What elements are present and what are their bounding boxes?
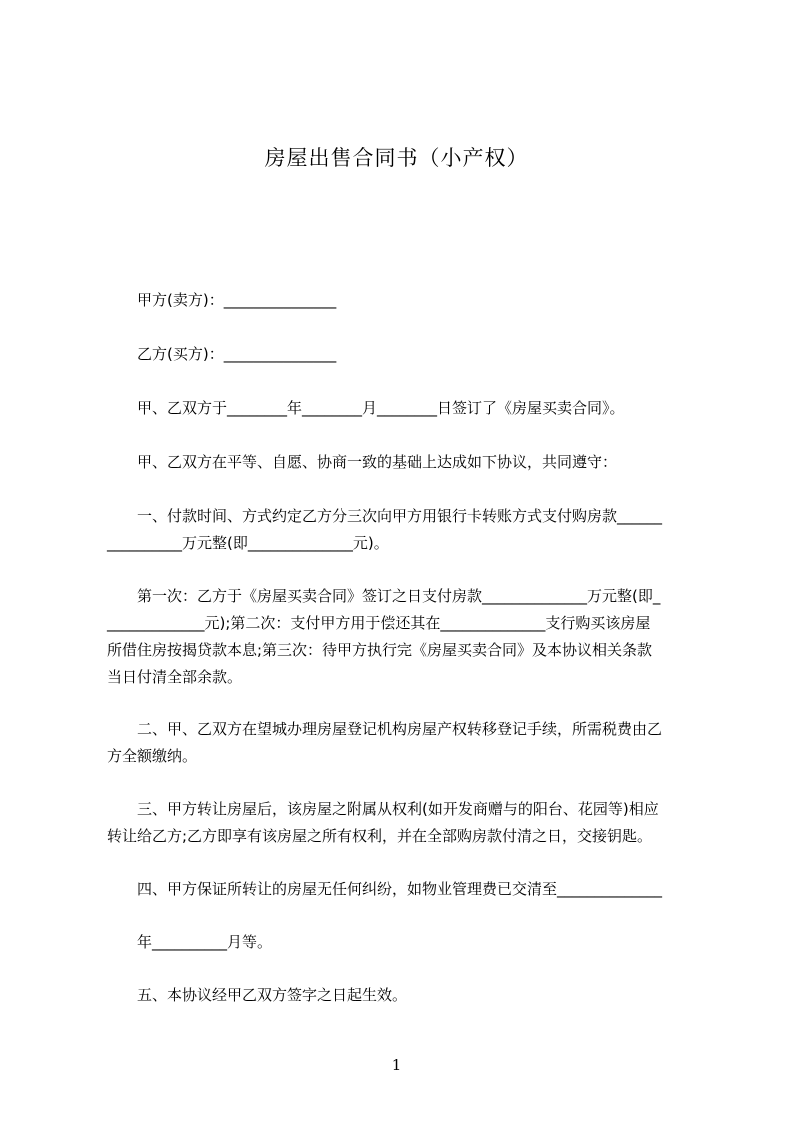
clause-1-detail-line-4: 当日付清全部余款。 xyxy=(107,668,243,686)
clause-2-line-2: 方全额缴纳。 xyxy=(107,747,198,765)
page-title: 房屋出售合同书（小产权） xyxy=(264,146,529,170)
page-number: 1 xyxy=(391,1056,402,1074)
clause-1-detail-line-2: _____________元);第二次：支付甲方用于偿还其在______________支行购买该房屋 xyxy=(107,614,651,632)
preamble-line: 甲、乙双方在平等、自愿、协商一致的基础上达成如下协议，共同遵守： xyxy=(137,453,618,471)
party-b-line: 乙方(买方)：_______________ xyxy=(137,345,337,363)
party-a-line: 甲方(卖方)：_______________ xyxy=(137,291,337,309)
clause-2-line-1: 二、甲、乙双方在望城办理房屋登记机构房屋产权转移登记手续，所需税费由乙 xyxy=(137,720,663,738)
clause-4-line-2: 年__________月等。 xyxy=(137,933,273,951)
clause-1-line-2: __________万元整(即______________元)。 xyxy=(107,534,389,552)
clause-4-line-1: 四、甲方保证所转让的房屋无任何纠纷，如物业管理费已交清至______________ xyxy=(137,880,663,898)
clause-1-detail-line-1: 第一次：乙方于《房屋买卖合同》签订之日支付房款______________万元整(即_ xyxy=(137,587,661,605)
clause-3-line-1: 三、甲方转让房屋后，该房屋之附属从权利(如开发商赠与的阳台、花园等)相应 xyxy=(137,800,659,818)
clause-1-detail-line-3: 所借住房按揭贷款本息;第三次：待甲方执行完《房屋买卖合同》及本协议相关条款 xyxy=(107,641,653,659)
clause-3-line-2: 转让给乙方;乙方即享有该房屋之所有权利，并在全部购房款付清之日，交接钥匙。 xyxy=(107,827,653,845)
signing-date-line: 甲、乙双方于________年________月________日签订了《房屋买卖合同》。 xyxy=(137,399,625,417)
clause-5-line: 五、本协议经甲乙双方签字之日起生效。 xyxy=(137,986,408,1004)
clause-1-line-1: 一、付款时间、方式约定乙方分三次向甲方用银行卡转账方式支付购房款______ xyxy=(137,507,663,525)
